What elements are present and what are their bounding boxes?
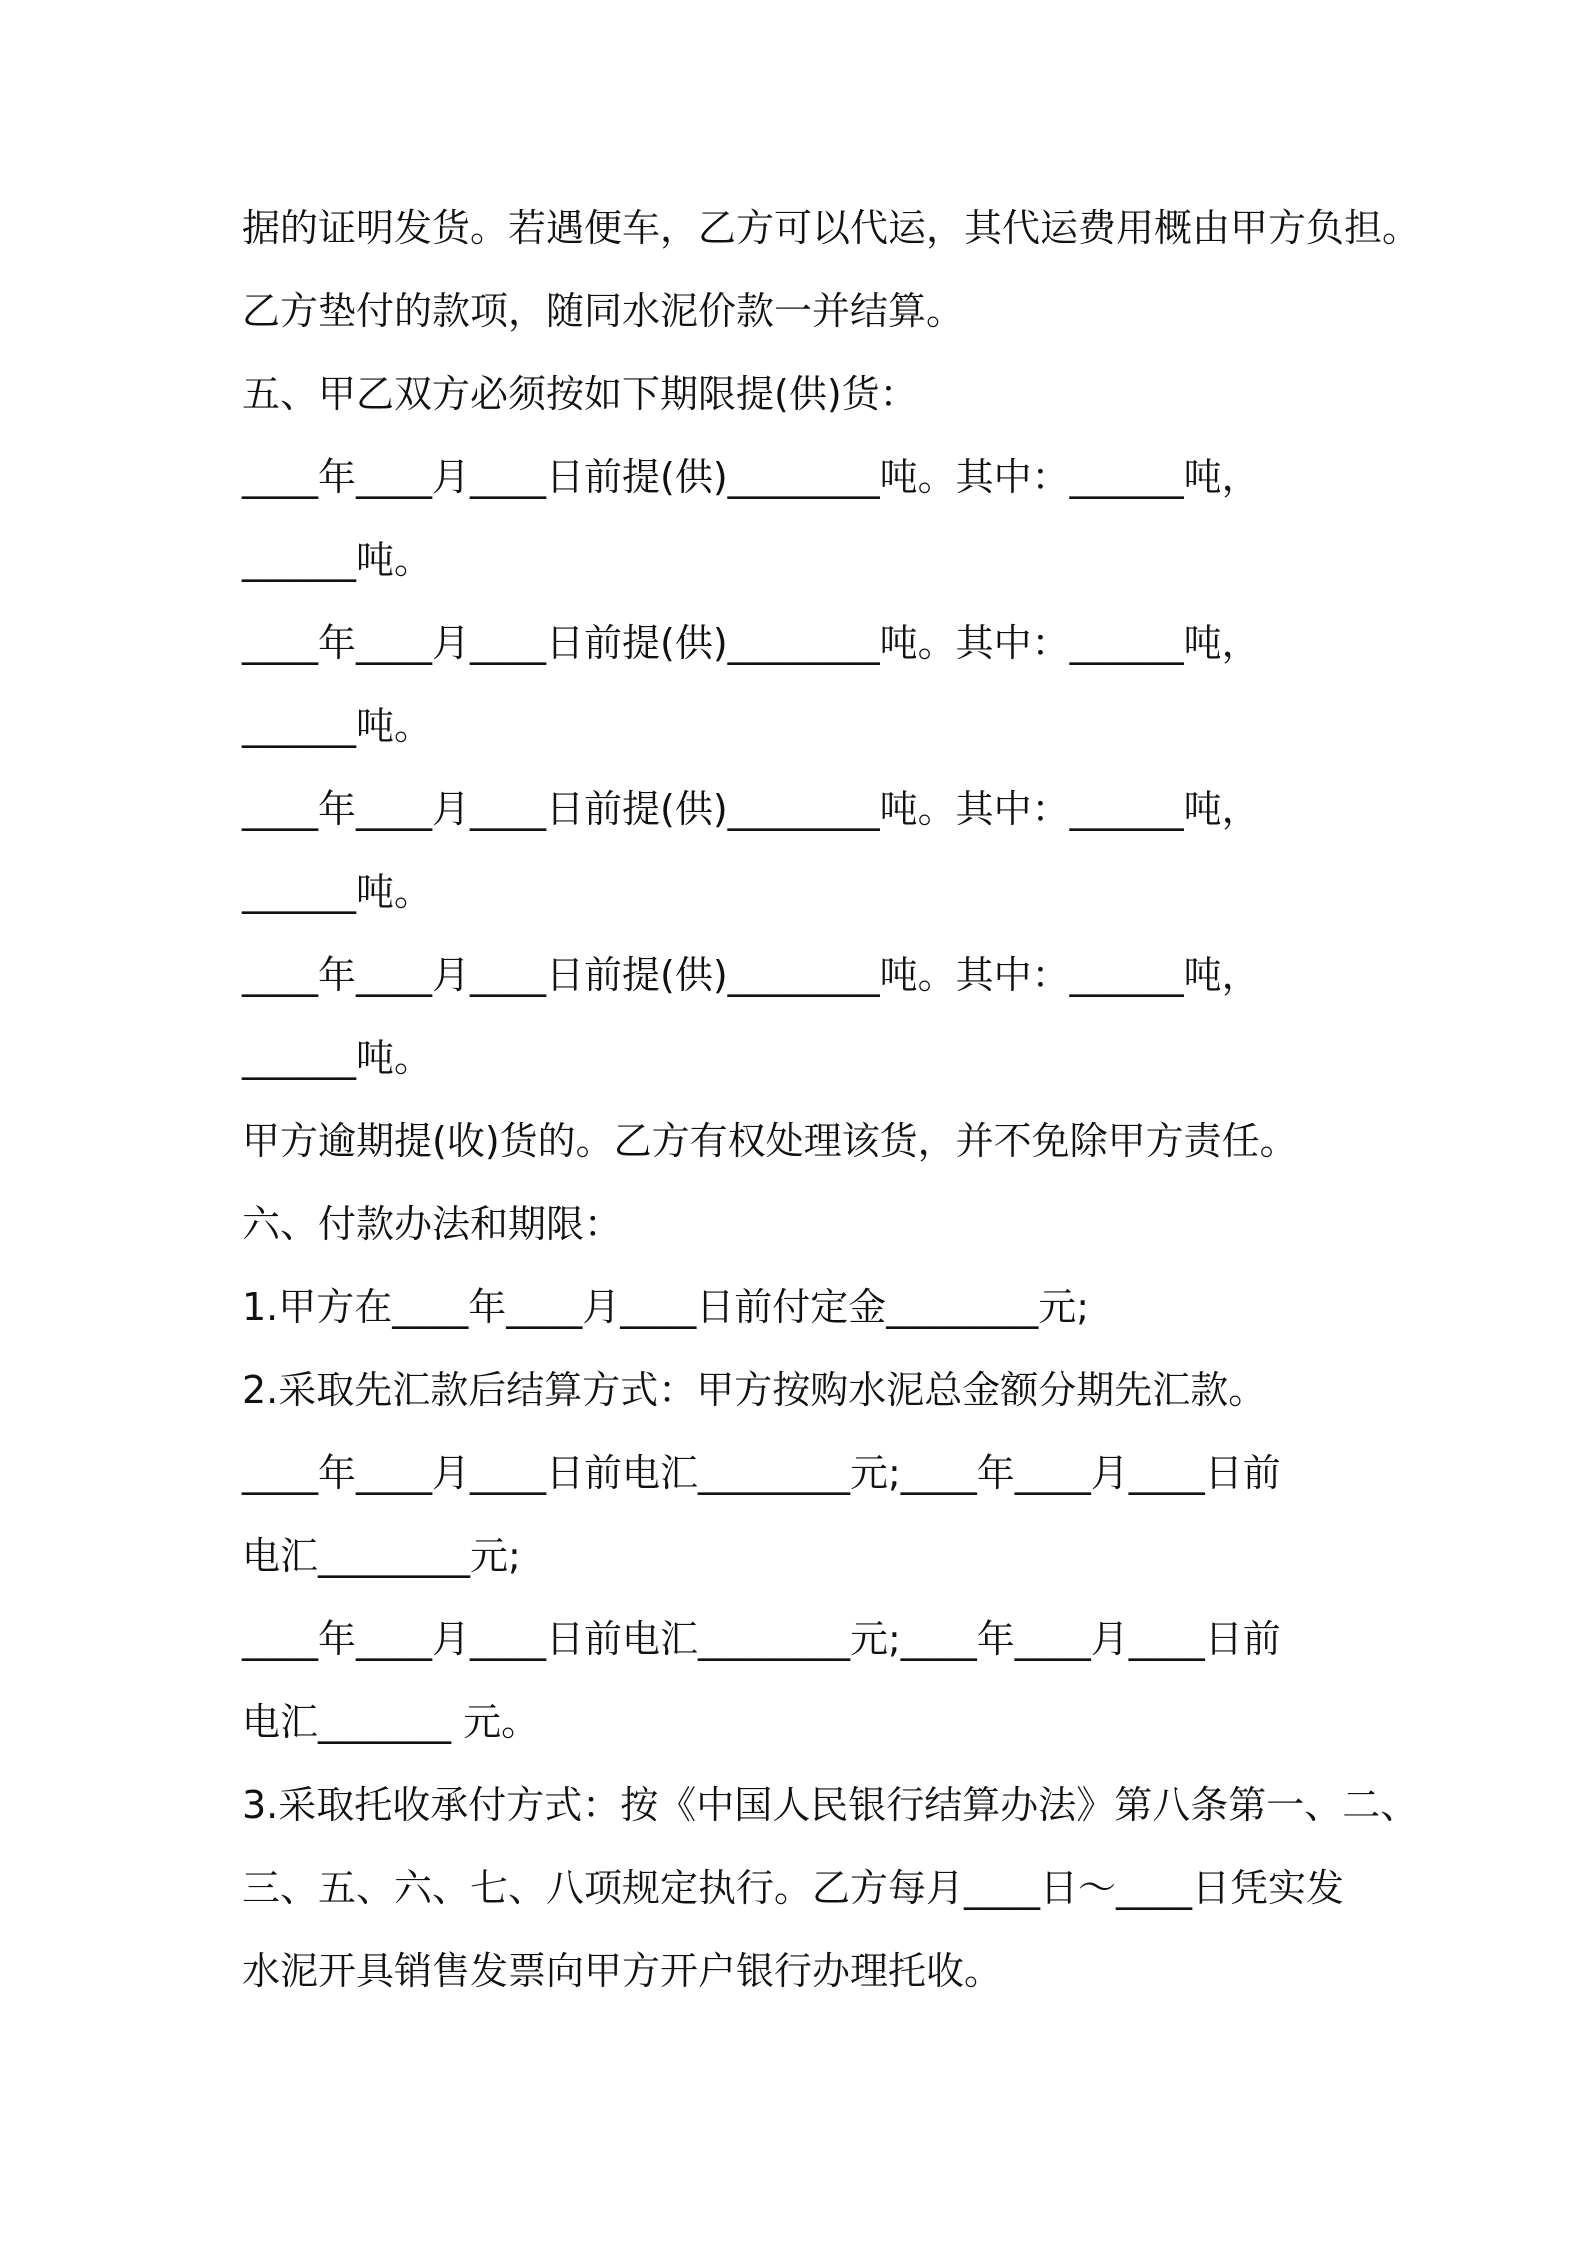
paragraph-overdue-pickup: 甲方逾期提(收)货的。乙方有权处理该货，并不免除甲方责任。 (242, 1119, 1298, 1163)
remittance-line-2-cont: 电汇_______ 元。 (242, 1700, 540, 1744)
delivery-schedule-line-2-cont: ______吨。 (242, 704, 433, 748)
remittance-line-2: ____年____月____日前电汇________元;____年____月____日前 (242, 1617, 1281, 1661)
payment-clause-3: 3.采取托收承付方式：按《中国人民银行结算办法》第八条第一、二、 (242, 1783, 1419, 1827)
delivery-schedule-line-4: ____年____月____日前提(供)________吨。其中：______吨， (242, 953, 1260, 997)
paragraph-delivery-proof: 据的证明发货。若遇便车，乙方可以代运，其代运费用概由甲方负担。 (242, 206, 1421, 250)
delivery-schedule-line-1-cont: ______吨。 (242, 538, 433, 582)
section-heading-delivery-schedule: 五、甲乙双方必须按如下期限提(供)货： (242, 372, 918, 416)
paragraph-advance-payment: 乙方垫付的款项，随同水泥价款一并结算。 (242, 289, 965, 333)
delivery-schedule-line-2: ____年____月____日前提(供)________吨。其中：______吨， (242, 621, 1260, 665)
delivery-schedule-line-3-cont: ______吨。 (242, 870, 433, 914)
remittance-line-1-cont: 电汇________元; (242, 1534, 521, 1578)
section-heading-payment: 六、付款办法和期限： (242, 1202, 623, 1246)
delivery-schedule-line-1: ____年____月____日前提(供)________吨。其中：______吨， (242, 455, 1260, 499)
payment-clause-1: 1.甲方在____年____月____日前付定金________元; (242, 1285, 1090, 1329)
remittance-line-1: ____年____月____日前电汇________元;____年____月____日前 (242, 1451, 1281, 1495)
delivery-schedule-line-3: ____年____月____日前提(供)________吨。其中：______吨， (242, 787, 1260, 831)
payment-clause-3-end: 水泥开具销售发票向甲方开户银行办理托收。 (242, 1949, 1003, 1993)
delivery-schedule-line-4-cont: ______吨。 (242, 1036, 433, 1080)
payment-clause-2: 2.采取先汇款后结算方式：甲方按购水泥总金额分期先汇款。 (242, 1368, 1267, 1412)
payment-clause-3-cont: 三、五、六、七、八项规定执行。乙方每月____日～____日凭实发 (242, 1866, 1345, 1910)
